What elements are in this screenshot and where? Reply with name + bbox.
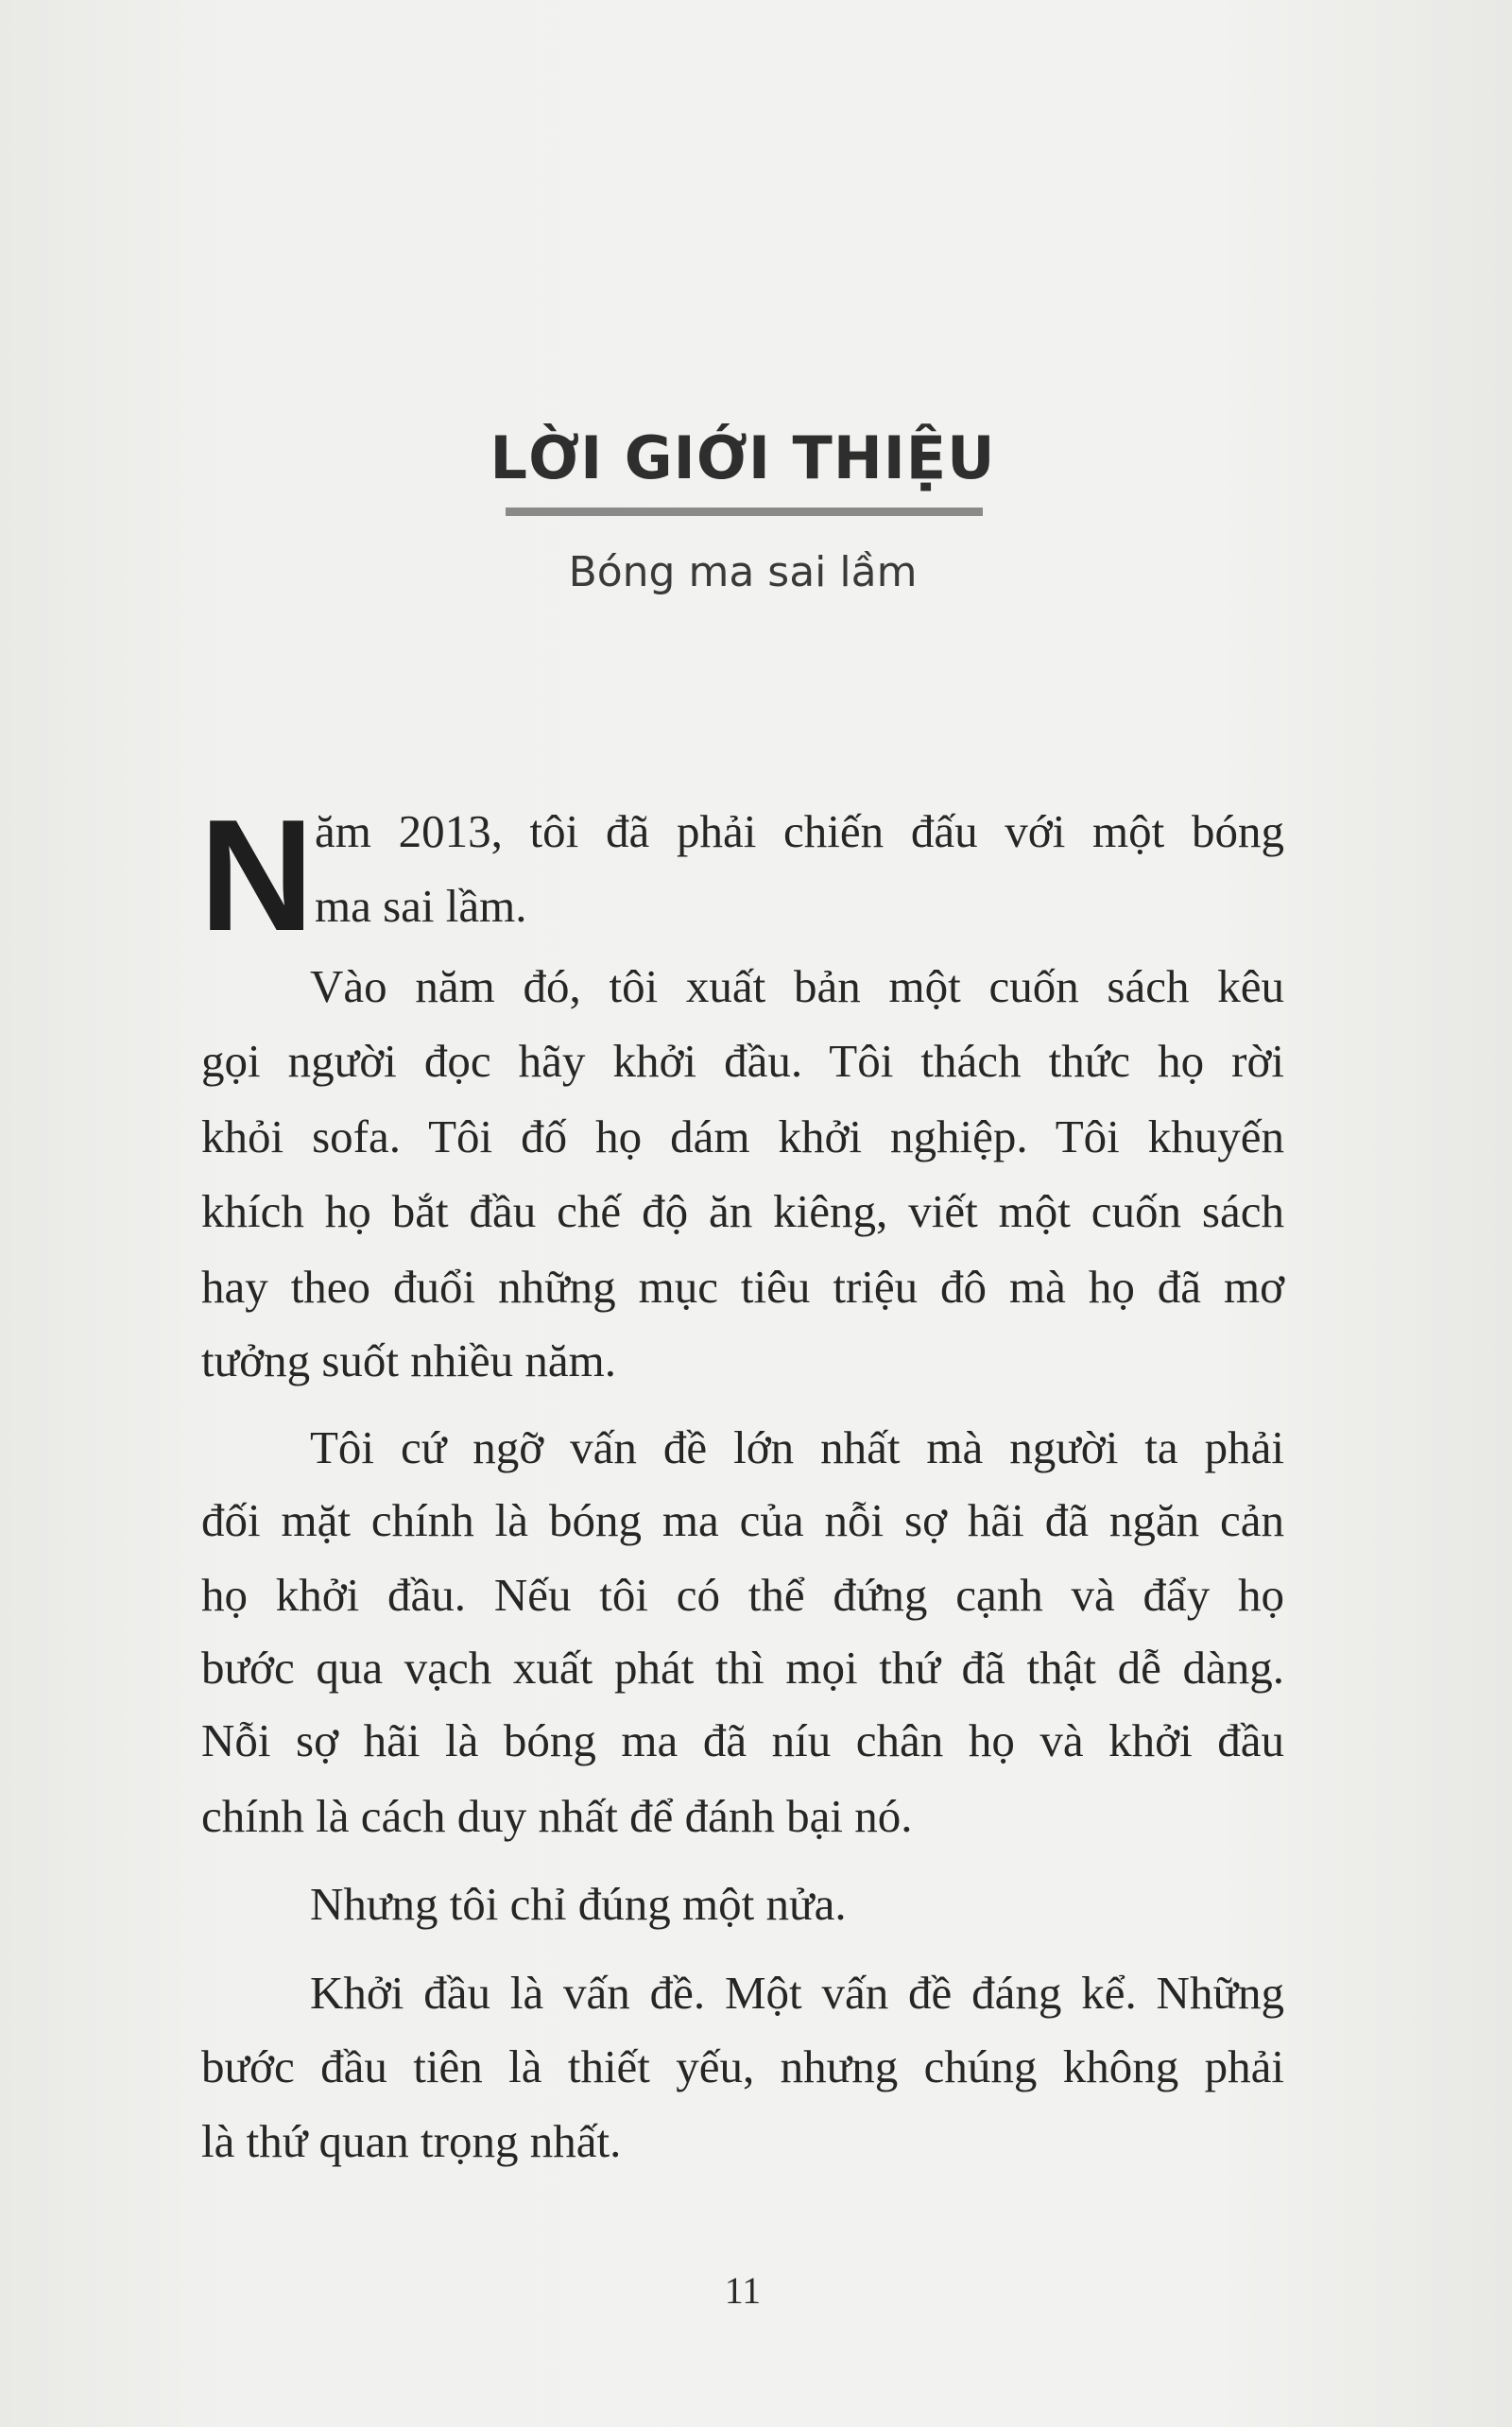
body-line: Vào năm đó, tôi xuất bản một cuốn sách kêu bbox=[310, 960, 1284, 1012]
title-underline bbox=[506, 508, 983, 516]
body-line: tưởng suốt nhiều năm. bbox=[201, 1334, 616, 1386]
body-line: ma sai lầm. bbox=[315, 880, 527, 932]
body-line: gọi người đọc hãy khởi đầu. Tôi thách thức họ rời bbox=[201, 1035, 1284, 1087]
body-line: Nỗi sợ hãi là bóng ma đã níu chân họ và khởi đầu bbox=[201, 1714, 1284, 1766]
body-line: khỏi sofa. Tôi đố họ dám khởi nghiệp. Tôi khuyến bbox=[201, 1110, 1284, 1162]
body-line: Khởi đầu là vấn đề. Một vấn đề đáng kể. Những bbox=[310, 1967, 1284, 2019]
body-line: là thứ quan trọng nhất. bbox=[201, 2115, 622, 2167]
body-line: họ khởi đầu. Nếu tôi có thể đứng cạnh và đẩy họ bbox=[201, 1569, 1284, 1621]
body-line: bước qua vạch xuất phát thì mọi thứ đã thật dễ dàng. bbox=[201, 1642, 1284, 1694]
page-number: 11 bbox=[724, 2269, 762, 2312]
body-line: Tôi cứ ngỡ vấn đề lớn nhất mà người ta phải bbox=[310, 1421, 1284, 1473]
body-line: hay theo đuổi những mục tiêu triệu đô mà họ đã mơ bbox=[201, 1261, 1284, 1313]
body-line: ăm 2013, tôi đã phải chiến đấu với một bóng bbox=[315, 805, 1284, 857]
body-line: khích họ bắt đầu chế độ ăn kiêng, viết một cuốn sách bbox=[201, 1185, 1284, 1237]
body-line: bước đầu tiên là thiết yếu, nhưng chúng không phải bbox=[201, 2040, 1284, 2092]
chapter-title: LỜI GIỚI THIỆU bbox=[490, 423, 996, 492]
drop-cap: N bbox=[199, 786, 315, 964]
chapter-subtitle: Bóng ma sai lầm bbox=[568, 548, 918, 596]
body-line: chính là cách duy nhất để đánh bại nó. bbox=[201, 1790, 913, 1842]
body-line: Nhưng tôi chỉ đúng một nửa. bbox=[310, 1878, 847, 1930]
body-line: đối mặt chính là bóng ma của nỗi sợ hãi đã ngăn cản bbox=[201, 1494, 1284, 1546]
